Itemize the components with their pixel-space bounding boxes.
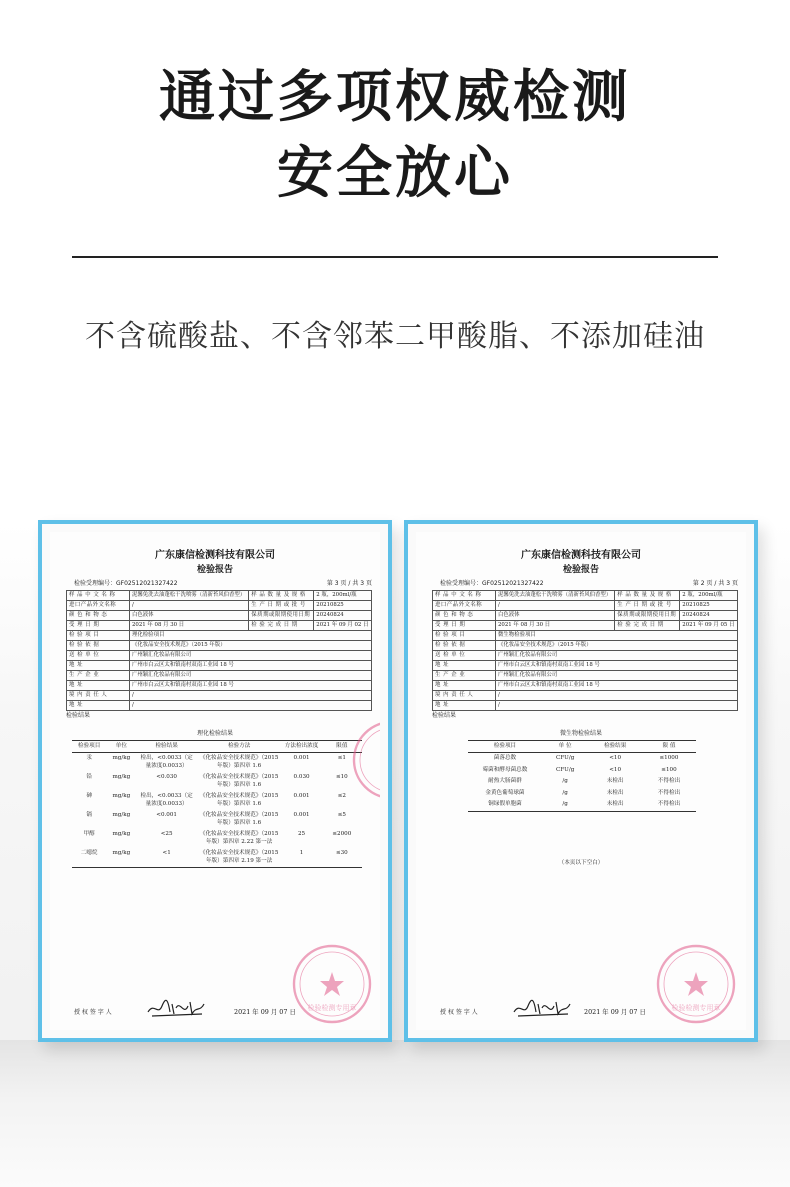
company-name: 广东康信检测科技有限公司	[521, 550, 641, 561]
cell: /g	[542, 799, 588, 811]
cell: 0.001	[293, 755, 310, 761]
info-value: /	[496, 601, 615, 611]
cell: 不得检出	[657, 789, 681, 796]
cell: 0.001	[293, 793, 310, 799]
info-value: 理化检验项目	[130, 631, 372, 641]
info-key: 检 验 依 据	[67, 641, 130, 651]
cell: ≤2	[337, 793, 346, 799]
info-key: 进口产品外文名称	[67, 601, 130, 611]
cell: <10	[609, 755, 622, 761]
cell: 金黄色葡萄球菌	[485, 789, 525, 796]
info-key: 生 产 企 业	[433, 671, 496, 681]
info-value: 广州市白云区太和镇南村双南工业园 18 号	[130, 681, 372, 691]
info-key: 地 址	[433, 681, 496, 691]
report-paper	[50, 532, 380, 1030]
table-row	[72, 772, 362, 791]
report-meta	[440, 578, 738, 588]
cell: 耐热大肠菌群	[488, 778, 522, 784]
info-key: 地 址	[67, 701, 130, 711]
section-label: 检验结果	[66, 712, 91, 719]
cell: /g	[562, 789, 568, 796]
sign-date: 2021 年 09 月 07 日	[584, 1008, 646, 1016]
section-label: 检验结果	[432, 712, 457, 719]
cell: 0.001	[293, 812, 310, 818]
divider	[72, 256, 718, 258]
cell: 《化妆品安全技术规范》（2015 年版）第四章 2.22 第一法	[199, 831, 279, 845]
info-value: 广州市白云区太和镇南村双南工业园 18 号	[130, 661, 372, 671]
cell: 未检出	[588, 799, 642, 811]
info-key: 生 产 日 期 或 批 号	[615, 601, 680, 611]
table-row	[72, 848, 362, 868]
cell: 汞	[86, 755, 92, 761]
info-key: 地 址	[433, 701, 496, 711]
info-key: 进口产品外文名称	[433, 601, 496, 611]
info-key: 样 品 数 量 及 规 格	[615, 591, 680, 601]
cell: <0.001	[156, 812, 177, 818]
cell: mg/kg	[112, 812, 131, 818]
table-row	[72, 810, 362, 829]
seal-stamp	[654, 942, 738, 1026]
report-number: 检验受理编号：GF02512021327422	[440, 580, 544, 587]
info-value: /	[130, 691, 372, 701]
table-row	[468, 765, 696, 777]
subheading: 不含硫酸盐、不含邻苯二甲酸脂、不添加硅油	[85, 319, 705, 354]
info-key: 检 验 完 成 日 期	[249, 621, 314, 631]
col-header: 方法检出浓度	[281, 741, 321, 753]
cell: CFU/g	[555, 766, 575, 773]
col-header: 检验项目	[72, 741, 106, 753]
cell: 砷	[86, 793, 92, 799]
info-key: 检 验 项 目	[67, 631, 130, 641]
table-row	[468, 788, 696, 800]
info-value: 白色液体	[496, 611, 615, 621]
info-key: 保质期或限期使用日期	[615, 611, 680, 621]
cell: ≤10	[335, 774, 348, 780]
cell: 未检出	[606, 778, 624, 784]
info-key: 样 品 中 文 名 称	[67, 591, 130, 601]
info-value: 《化妆品安全技术规范》（2015 年版）	[496, 641, 738, 651]
table-row	[72, 753, 362, 773]
results-table	[72, 740, 362, 868]
cell: ≤100	[661, 766, 677, 773]
col-header: 检验结果	[588, 741, 642, 753]
info-key: 受 理 日 期	[433, 621, 496, 631]
cell: /g	[562, 778, 568, 784]
cell: 《化妆品安全技术规范》（2015 年版）第四章 2.19 第一法	[197, 848, 282, 868]
info-value: 广州颖汇化妆品有限公司	[496, 651, 738, 661]
signer-label: 授 权 签 字 人	[440, 1009, 478, 1016]
cell: 0.030	[293, 774, 310, 780]
results-table-title: 微生物检验结果	[559, 730, 602, 737]
info-value: /	[496, 691, 738, 701]
cell: 《化妆品安全技术规范》（2015 年版）第四章 1.6	[199, 774, 279, 788]
cell: 霉菌和酵母菌总数	[482, 766, 528, 773]
cell: <0.030	[156, 774, 177, 780]
info-value: 微生物检验项目	[496, 631, 738, 641]
info-key: 颜 色 和 物 态	[433, 611, 496, 621]
cell: 25	[297, 831, 306, 837]
info-value: 广州颖汇化妆品有限公司	[130, 651, 372, 661]
info-key: 受 理 日 期	[67, 621, 130, 631]
info-value: 广州颖汇化妆品有限公司	[496, 671, 738, 681]
col-header: 检验结果	[136, 741, 196, 753]
info-value: 泥馨免洗去油蓬松干洗喷雾（清新苔风伯香型）	[496, 591, 615, 601]
info-value: 《化妆品安全技术规范》（2015 年版）	[130, 641, 372, 651]
cell: 不得检出	[657, 778, 681, 784]
results-table-title: 理化检验结果	[196, 730, 233, 737]
results-table	[468, 740, 696, 812]
cell: 《化妆品安全技术规范》（2015 年版）第四章 1.6	[199, 812, 279, 826]
sample-info-table	[432, 590, 738, 711]
report-number: 检验受理编号：GF02512021327422	[74, 580, 178, 587]
cell: 不得检出	[642, 799, 696, 811]
seal-stamp	[290, 942, 374, 1026]
col-header: 单位	[106, 741, 136, 753]
company-name: 广东康信检测科技有限公司	[155, 550, 275, 561]
info-value: 广州颖汇化妆品有限公司	[130, 671, 372, 681]
cell: mg/kg	[106, 848, 136, 868]
table-row	[468, 799, 696, 811]
cell: <25	[160, 831, 173, 837]
report-title: 检验报告	[562, 565, 599, 575]
stamp-label: 检验检测专用章	[671, 1004, 721, 1012]
info-key: 检 验 依 据	[433, 641, 496, 651]
cell: ≤2000	[332, 831, 352, 837]
info-key: 生 产 日 期 或 批 号	[249, 601, 314, 611]
info-key: 保质期或限期使用日期	[249, 611, 314, 621]
cell: 检出，<0.0033（定量浓度0.0033）	[140, 793, 193, 807]
info-key: 境 内 责 任 人	[67, 691, 130, 701]
cell: ≤5	[337, 812, 346, 818]
cell: 菌落总数	[493, 755, 517, 761]
info-value: 2021 年 09 月 02 日	[314, 621, 372, 631]
info-value: 20210825	[314, 601, 372, 611]
cell: ≤1	[337, 755, 346, 761]
cell: mg/kg	[112, 793, 131, 799]
info-value: 20240824	[314, 611, 372, 621]
info-key: 生 产 企 业	[67, 671, 130, 681]
sample-info-table	[66, 590, 372, 711]
info-value: 2021 年 08 月 30 日	[496, 621, 615, 631]
signature-image	[512, 996, 574, 1020]
info-value: /	[496, 701, 738, 711]
info-key: 检 验 完 成 日 期	[615, 621, 680, 631]
info-value: /	[130, 701, 372, 711]
cell: 二噁烷	[72, 848, 106, 868]
cell: 《化妆品安全技术规范》（2015 年版）第四章 1.6	[199, 755, 279, 769]
info-value: 广州市白云区太和镇南村双南工业园 18 号	[496, 661, 738, 671]
cell: 《化妆品安全技术规范》（2015 年版）第四章 1.6	[199, 793, 279, 807]
info-value: 20210825	[680, 601, 738, 611]
info-value: 2021 年 09 月 05 日	[680, 621, 738, 631]
headline-line-1: 通过多项权威检测	[159, 65, 631, 130]
table-row	[72, 791, 362, 810]
info-value: 白色液体	[130, 611, 249, 621]
report-frame-left	[38, 520, 392, 1042]
cell: CFU/g	[555, 755, 575, 761]
info-value: 20240824	[680, 611, 738, 621]
info-key: 地 址	[67, 661, 130, 671]
cell: 检出，<0.0033（定量浓度0.0033）	[140, 755, 193, 769]
cell: mg/kg	[112, 774, 131, 780]
sign-date: 2021 年 09 月 07 日	[234, 1008, 296, 1016]
page-number: 第 3 页 / 共 3 页	[326, 580, 372, 587]
col-header: 检验项目	[468, 741, 542, 753]
stamp-label: 检验检测专用章	[307, 1004, 357, 1012]
col-header: 限 值	[642, 741, 696, 753]
info-value: /	[130, 601, 249, 611]
page-number: 第 2 页 / 共 3 页	[692, 580, 738, 587]
seal-stamp-edge	[350, 718, 380, 802]
cell: 甲醇	[83, 831, 95, 837]
col-header: 限值	[322, 741, 362, 753]
signature-image	[146, 996, 208, 1020]
table-row	[468, 753, 696, 765]
cell: 1	[281, 848, 321, 868]
cell: 镉	[86, 812, 92, 818]
report-meta	[74, 578, 372, 588]
col-header: 单 位	[542, 741, 588, 753]
cell: mg/kg	[112, 831, 131, 837]
report-paper	[416, 532, 746, 1030]
info-value: 2 瓶，200ml/瓶	[680, 591, 738, 601]
info-key: 检 验 项 目	[433, 631, 496, 641]
info-key: 境 内 责 任 人	[433, 691, 496, 701]
cell: <1	[136, 848, 196, 868]
table-row	[72, 829, 362, 848]
info-key: 送 检 单 位	[433, 651, 496, 661]
cell: 铜绿假单胞菌	[468, 799, 542, 811]
cell: <10	[609, 766, 622, 773]
report-frame-right	[404, 520, 758, 1042]
info-key: 地 址	[67, 681, 130, 691]
info-key: 样 品 数 量 及 规 格	[249, 591, 314, 601]
info-value: 2021 年 08 月 30 日	[130, 621, 249, 631]
info-value: 广州市白云区太和镇南村双南工业园 18 号	[496, 681, 738, 691]
signer-label: 授 权 签 字 人	[74, 1009, 112, 1016]
info-value: 2 瓶，200ml/瓶	[314, 591, 372, 601]
info-key: 样 品 中 文 名 称	[433, 591, 496, 601]
end-note: （本页以下空白）	[558, 860, 604, 866]
headline-line-2: 安全放心	[277, 141, 513, 206]
info-key: 颜 色 和 物 态	[67, 611, 130, 621]
info-key: 地 址	[433, 661, 496, 671]
info-key: 送 检 单 位	[67, 651, 130, 661]
floor-shadow	[0, 1040, 790, 1187]
report-title: 检验报告	[196, 565, 233, 575]
cell: mg/kg	[112, 755, 131, 761]
col-header: 检验方法	[197, 741, 282, 753]
cell: 铅	[86, 774, 92, 780]
cell: ≤30	[322, 848, 362, 868]
cell: 未检出	[606, 789, 624, 796]
cell: ≤1000	[659, 755, 679, 761]
info-value: 泥馨免洗去油蓬松干洗喷雾（清新苔风伯香型）	[130, 591, 249, 601]
table-row	[468, 776, 696, 788]
